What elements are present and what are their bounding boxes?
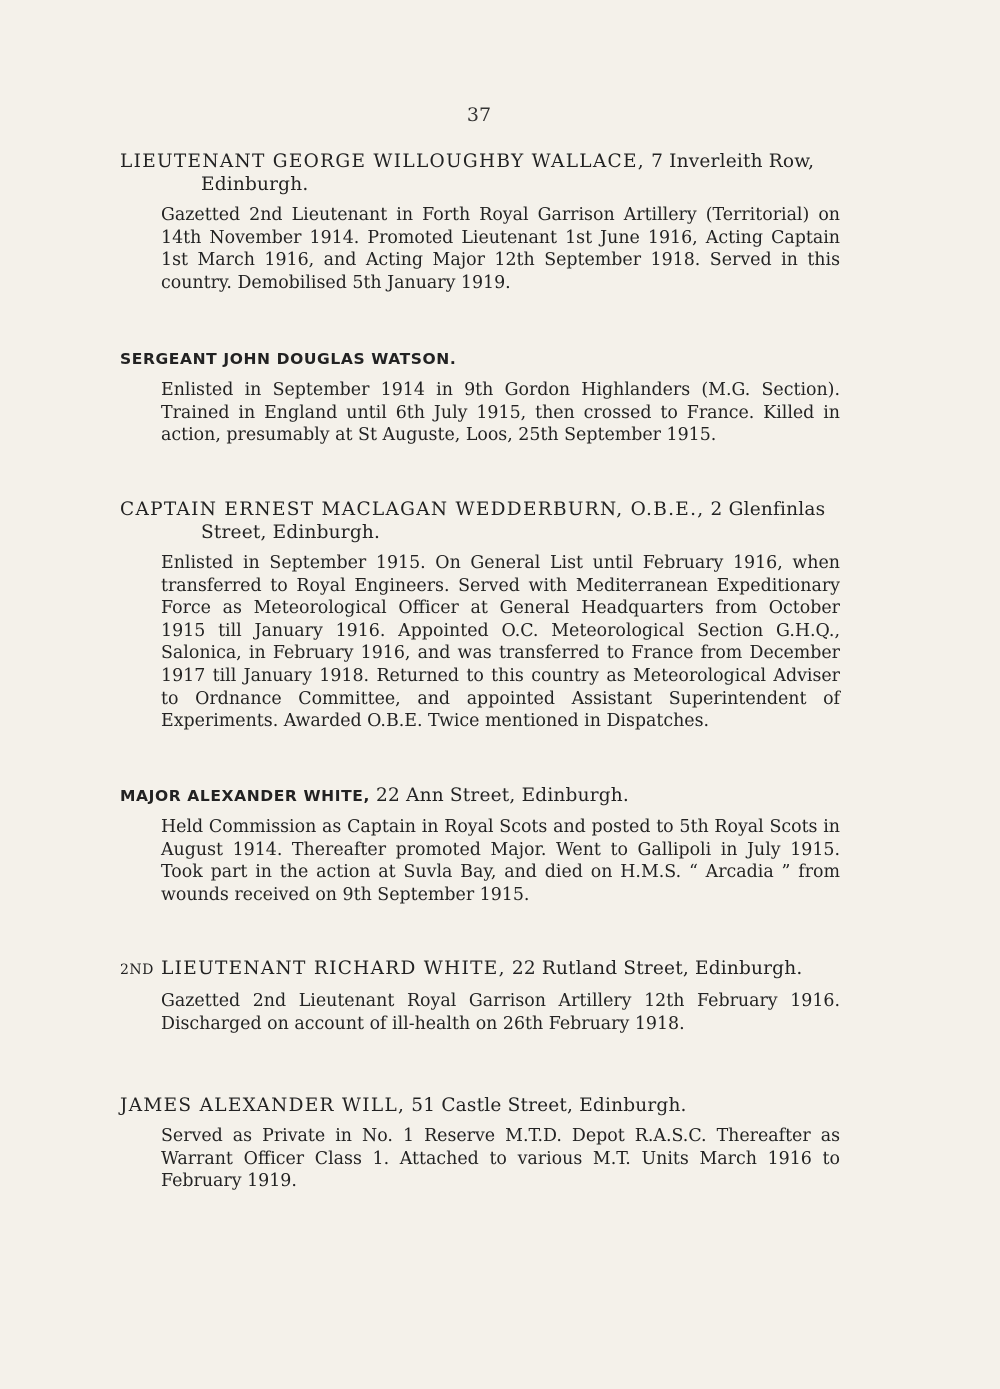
- entry-heading: [120, 957, 840, 982]
- entry-name: MAJOR ALEXANDER WHITE,: [120, 787, 370, 805]
- entry-watson: [120, 347, 840, 447]
- entry-richard-white: [120, 957, 840, 1035]
- entry-address: 22 Ann Street, Edinburgh.: [369, 785, 629, 806]
- entry-heading: [120, 784, 840, 808]
- entry-address: 2 Glenfinlas Street, Edinburgh.: [201, 499, 826, 543]
- entry-body: Enlisted in September 1914 in 9th Gordon Highlanders (M.G. Section). Trained in England until 6th July 1915, then crossed to France. Killed in action, presumably at St Auguste, Loos, 25th September 1915.: [161, 380, 840, 446]
- entry-heading: [120, 347, 840, 371]
- entry-name: LIEUTENANT GEORGE WILLOUGHBY WALLACE,: [120, 151, 645, 172]
- entry-name: JAMES ALEXANDER WILL,: [120, 1095, 406, 1116]
- entry-name: LIEUTENANT RICHARD WHITE,: [153, 958, 506, 979]
- entry-wedderburn: [120, 498, 840, 733]
- entry-heading: [120, 150, 840, 196]
- entry-wallace: [120, 150, 840, 294]
- entry-body: Held Commission as Captain in Royal Scots and posted to 5th Royal Scots in August 1914. Thereafter promoted Major. Went to Gallipoli in July 1915. Took part in the action at Suvla Bay, and died on H.M.S. “ Arcadia ” from wounds received on 9th September 1915.: [161, 817, 840, 905]
- entry-alexander-white: [120, 784, 840, 906]
- entry-body: Enlisted in September 1915. On General List until February 1916, when transferred to Royal Engineers. Served with Mediterranean Expeditionary Force as Meteorological Officer at General Headquarters from October 1915 till January 1916. Appointed O.C. Meteorological Section G.H.Q., Salonica, in February 1916, and was transferred to France from December 1917 till January 1918. Returned to this country as Meteorological Adviser to Ordnance Committee, and appointed Assistant Superintendent of Experiments. Awarded O.B.E. Twice mentioned in Dispatches.: [161, 553, 840, 732]
- entry-heading: [120, 498, 840, 544]
- entry-name: SERGEANT JOHN DOUGLAS WATSON.: [120, 350, 457, 368]
- entry-heading: [120, 1094, 840, 1117]
- entry-will: [120, 1094, 840, 1193]
- entry-body: Served as Private in No. 1 Reserve M.T.D. Depot R.A.S.C. Thereafter as Warrant Officer Class 1. Attached to various M.T. Units March 1916 to February 1919.: [161, 1126, 840, 1192]
- page-number: 37: [466, 104, 492, 126]
- entry-body: Gazetted 2nd Lieutenant Royal Garrison Artillery 12th February 1916. Discharged on account of ill-health on 26th February 1918.: [161, 991, 840, 1034]
- entry-rank-prefix: 2ND: [120, 962, 154, 978]
- entry-address: 51 Castle Street, Edinburgh.: [405, 1095, 687, 1116]
- entry-address: 22 Rutland Street, Edinburgh.: [505, 958, 803, 979]
- entry-name: CAPTAIN ERNEST MACLAGAN WEDDERBURN, O.B.E.,: [120, 499, 705, 520]
- entry-address: 7 Inverleith Row, Edinburgh.: [201, 151, 815, 195]
- entry-body: Gazetted 2nd Lieutenant in Forth Royal Garrison Artillery (Territorial) on 14th November 1914. Promoted Lieutenant 1st June 1916, Acting Captain 1st March 1916, and Acting Major 12th September 1918. Served in this country. Demobilised 5th January 1919.: [161, 205, 840, 293]
